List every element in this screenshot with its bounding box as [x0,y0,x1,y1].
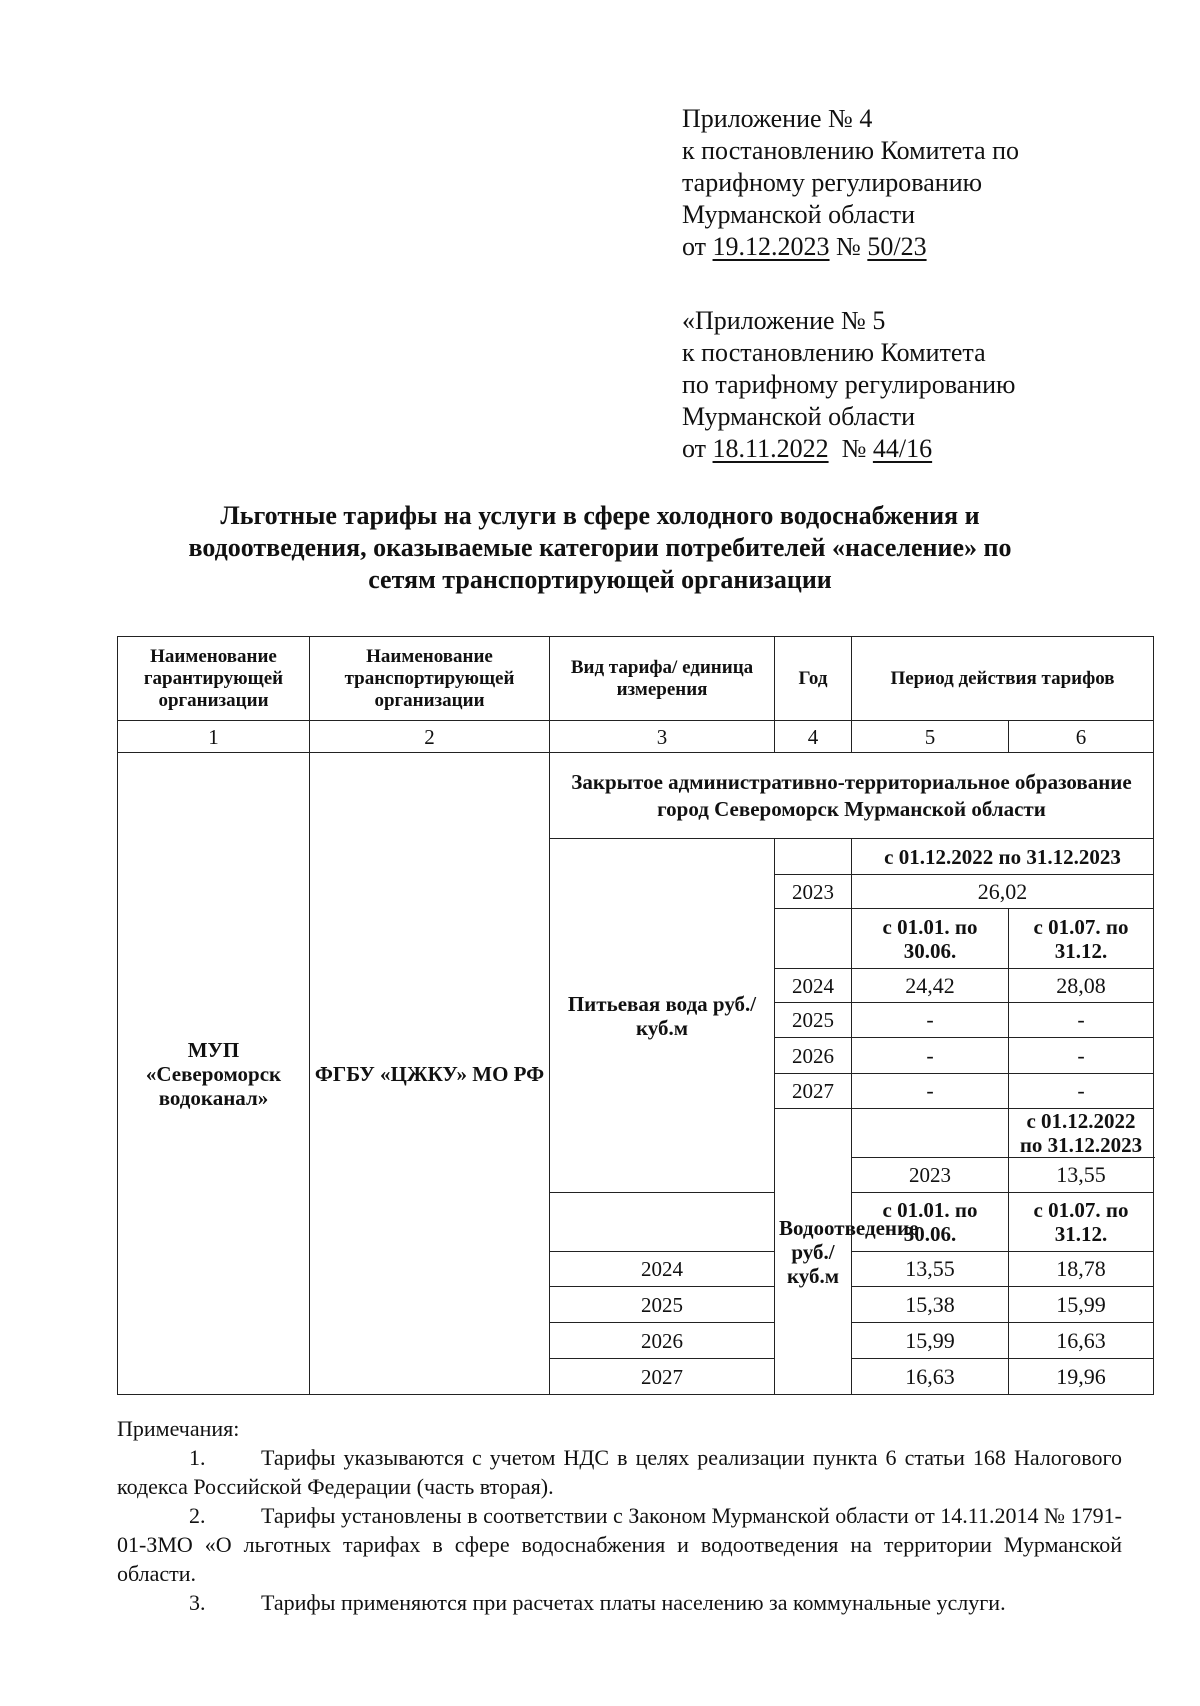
title-line: Льготные тарифы на услуги в сфере холодного водоснабжения и [220,501,980,530]
appendix-5-line: к постановлению Комитета [682,338,986,367]
note-item [117,1443,1122,1501]
column-number: 2 [310,721,550,753]
note-text: Тарифы применяются при расчетах платы населению за коммунальные услуги. [261,1590,1006,1615]
guarantor-cell: МУП «Североморск водоканал» [118,753,310,1395]
year-cell: 2027 [550,1359,775,1395]
empty-year-cell [852,1109,1009,1158]
territory-cell: Закрытое административно-территориальное образование город Североморск Мурманской области [550,753,1154,839]
sewer-h2-value: 18,78 [1009,1252,1154,1287]
sewer-h2-value: 15,99 [1009,1287,1154,1323]
sewer-h2-value: 16,63 [1009,1323,1154,1359]
water-h1-value: - [852,1074,1009,1109]
appendix-4-date-line [682,231,1019,263]
note-number: 1. [189,1445,206,1470]
water-2023-value: 26,02 [852,875,1154,909]
sewer-h2-value: 19,96 [1009,1359,1154,1395]
transporter-cell: ФГБУ «ЦЖКУ» МО РФ [310,753,550,1395]
sewer-h1-value: 15,38 [852,1287,1009,1323]
appendix-4-line: Приложение № 4 [682,104,873,133]
sewer-2023-value: 13,55 [1009,1158,1154,1193]
sewer-h2-header: с 01.07. по 31.12. [1009,1193,1154,1252]
water-tariff-label: Питьевая вода руб./куб.м [550,839,775,1193]
sewer-period-full: с 01.12.2022 по 31.12.2023 [1009,1109,1154,1158]
appendix-5-number: 44/16 [872,434,933,463]
year-cell: 2023 [852,1158,1009,1193]
empty-year-cell [550,1193,775,1252]
water-h1-value: 24,42 [852,969,1009,1003]
sewer-tariff-label: Водоотведение руб./куб.м [775,1109,852,1395]
document-title [100,500,1100,596]
appendix-4-number: 50/23 [867,232,927,261]
header-tariff-type: Вид тарифа/ единица измерения [550,637,775,721]
date-prefix: от [682,232,713,261]
note-item [117,1588,1122,1617]
appendix-5-header [682,305,1015,465]
water-h2-value: - [1009,1074,1154,1109]
empty-year-cell [775,909,852,969]
appendix-4-header [682,103,1019,263]
date-prefix: от [682,434,713,463]
note-number: 2. [189,1503,206,1528]
appendix-4-line: к постановлению Комитета по [682,136,1020,165]
tariff-table [117,636,1154,1395]
water-h1-header: с 01.01. по 30.06. [852,909,1009,969]
notes-section [117,1414,1122,1617]
water-h1-value: - [852,1003,1009,1038]
water-h2-value: 28,08 [1009,969,1154,1003]
sewer-h1-value: 15,99 [852,1323,1009,1359]
note-number: 3. [189,1590,206,1615]
water-h2-value: - [1009,1003,1154,1038]
appendix-5-line: Мурманской области [682,402,915,431]
note-item [117,1501,1122,1588]
notes-heading: Примечания: [117,1416,240,1441]
appendix-4-line: тарифному регулированию [682,168,983,197]
water-period-full: с 01.12.2022 по 31.12.2023 [852,839,1154,875]
note-text: Тарифы установлены в соответствии с Законом Мурманской области от 14.11.2014 № 1791-01-ЗМО «О льготных тарифах в сфере водоснабжения и водоотведения на территории Мурманской области. [117,1503,1122,1586]
number-prefix: № [828,434,873,463]
title-line: сетям транспортирующей организации [368,565,832,594]
column-number: 4 [775,721,852,753]
header-row [118,637,1154,721]
sewer-h1-header: с 01.01. по 30.06. [852,1193,1009,1252]
appendix-5-date-line [682,433,1015,465]
year-cell: 2024 [775,969,852,1003]
appendix-4-line: Мурманской области [682,200,915,229]
column-number: 1 [118,721,310,753]
appendix-5-line: «Приложение № 5 [682,306,886,335]
territory-row [118,753,1154,839]
appendix-5-line: по тарифному регулированию [682,370,1016,399]
number-prefix: № [829,232,868,261]
header-guarantor: Наименование гарантирующей организации [118,637,310,721]
note-text: Тарифы указываются с учетом НДС в целях реализации пункта 6 статьи 168 Налогового кодекса Российской Федерации (часть вторая). [117,1445,1122,1499]
appendix-4-date: 19.12.2023 [712,232,830,261]
column-number: 6 [1009,721,1154,753]
column-number: 3 [550,721,775,753]
year-cell: 2027 [775,1074,852,1109]
water-h2-value: - [1009,1038,1154,1074]
sewer-h1-value: 13,55 [852,1252,1009,1287]
column-number-row [118,721,1154,753]
year-cell: 2025 [550,1287,775,1323]
water-h1-value: - [852,1038,1009,1074]
empty-year-cell [775,839,852,875]
header-year: Год [775,637,852,721]
sewer-h1-value: 16,63 [852,1359,1009,1395]
header-period: Период действия тарифов [852,637,1154,721]
appendix-5-date: 18.11.2022 [712,434,829,463]
water-h2-header: с 01.07. по 31.12. [1009,909,1154,969]
year-cell: 2024 [550,1252,775,1287]
year-cell: 2023 [775,875,852,909]
title-line: водоотведения, оказываемые категории потребителей «население» по [188,533,1012,562]
year-cell: 2025 [775,1003,852,1038]
year-cell: 2026 [775,1038,852,1074]
header-transporter: Наименование транспортирующей организации [310,637,550,721]
year-cell: 2026 [550,1323,775,1359]
column-number: 5 [852,721,1009,753]
